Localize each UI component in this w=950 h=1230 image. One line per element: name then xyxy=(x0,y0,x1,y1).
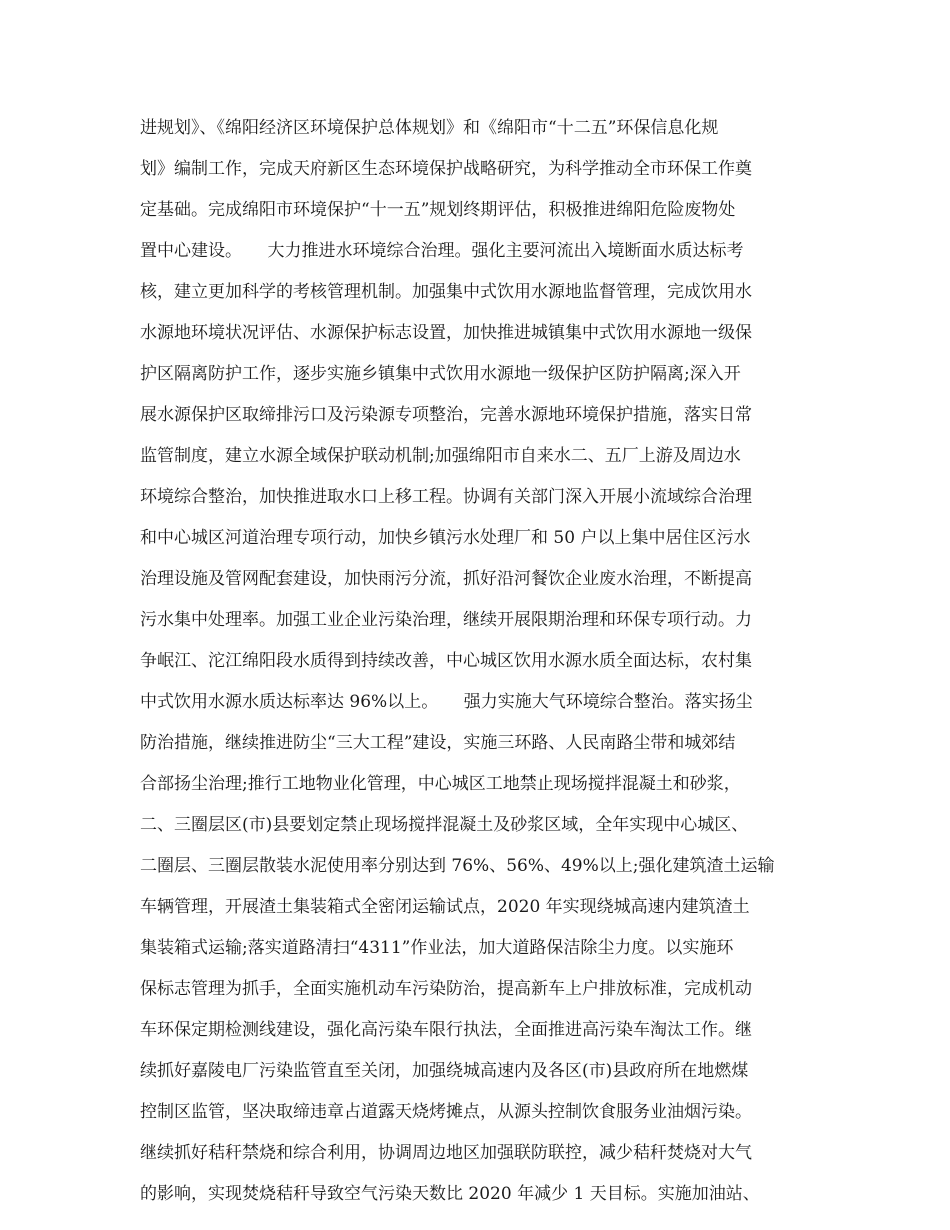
text-line: 划》编制工作，完成天府新区生态环境保护战略研究，为科学推动全市环保工作奠 xyxy=(140,159,752,179)
text-line: 核，建立更加科学的考核管理机制。加强集中式饮用水源地监督管理，完成饮用水 xyxy=(140,282,752,302)
text-line: 展水源保护区取缔排污口及污染源专项整治，完善水源地环境保护措施，落实日常 xyxy=(140,405,752,425)
text-line: 集装箱式运输;落实道路清扫“4311”作业法，加大道路保洁除尘力度。以实施环 xyxy=(140,938,734,958)
text-line: 车环保定期检测线建设，强化高污染车限行执法，全面推进高污染车淘汰工作。继 xyxy=(140,1020,752,1040)
text-line: 治理设施及管网配套建设，加快雨污分流，抓好沿河餐饮企业废水治理，不断提高 xyxy=(140,569,752,589)
text-line: 进规划》、《绵阳经济区环境保护总体规划》和《绵阳市“十二五”环保信息化规 xyxy=(140,118,719,138)
text-line: 环境综合整治，加快推进取水口上移工程。协调有关部门深入开展小流域综合治理 xyxy=(140,487,752,507)
text-line: 控制区监管，坚决取缔违章占道露天烧烤摊点，从源头控制饮食服务业油烟污染。 xyxy=(140,1102,752,1122)
text-line: 合部扬尘治理;推行工地物业化管理，中心城区工地禁止现场搅拌混凝土和砂浆， xyxy=(140,774,741,794)
text-line: 护区隔离防护工作，逐步实施乡镇集中式饮用水源地一级保护区防护隔离;深入开 xyxy=(140,364,741,384)
text-line: 水源地环境状况评估、水源保护标志设置，加快推进城镇集中式饮用水源地一级保 xyxy=(140,323,752,343)
text-line: 保标志管理为抓手，全面实施机动车污染防治，提高新车上户排放标准，完成机动 xyxy=(140,979,752,999)
text-line: 防治措施，继续推进防尘“三大工程”建设，实施三环路、人民南路尘带和城郊结 xyxy=(140,733,736,753)
text-line: 和中心城区河道治理专项行动，加快乡镇污水处理厂和 50 户以上集中居住区污水 xyxy=(140,528,751,548)
text-line: 车辆管理，开展渣土集装箱式全密闭运输试点，2020 年实现绕城高速内建筑渣土 xyxy=(140,897,750,917)
text-line: 置中心建设。 大力推进水环境综合治理。强化主要河流出入境断面水质达标考 xyxy=(140,241,744,261)
text-line: 续抓好嘉陵电厂污染监管直至关闭，加强绕城高速内及各区(市)县政府所在地燃煤 xyxy=(140,1061,749,1081)
text-line: 继续抓好秸秆禁烧和综合利用，协调周边地区加强联防联控，减少秸秆焚烧对大气 xyxy=(140,1143,752,1163)
text-line: 监管制度，建立水源全域保护联动机制;加强绵阳市自来水二、五厂上游及周边水 xyxy=(140,446,741,466)
body-paragraph xyxy=(140,108,820,1215)
text-line: 中式饮用水源水质达标率达 96%以上。 强力实施大气环境综合整治。落实扬尘 xyxy=(140,692,753,712)
text-line: 污水集中处理率。加强工业企业污染治理，继续开展限期治理和环保专项行动。力 xyxy=(140,610,752,630)
text-line: 二圈层、三圈层散装水泥使用率分别达到 76%、56%、49%以上;强化建筑渣土运输 xyxy=(140,856,775,876)
text-line: 的影响，实现焚烧秸秆导致空气污染天数比 2020 年减少 1 天目标。实施加油站、 xyxy=(140,1184,760,1204)
text-line: 二、三圈层区(市)县要划定禁止现场搅拌混凝土及砂浆区域，全年实现中心城区、 xyxy=(140,815,749,835)
text-line: 定基础。完成绵阳市环境保护“十一五”规划终期评估，积极推进绵阳危险废物处 xyxy=(140,200,736,220)
text-line: 争岷江、沱江绵阳段水质得到持续改善，中心城区饮用水源水质全面达标，农村集 xyxy=(140,651,752,671)
